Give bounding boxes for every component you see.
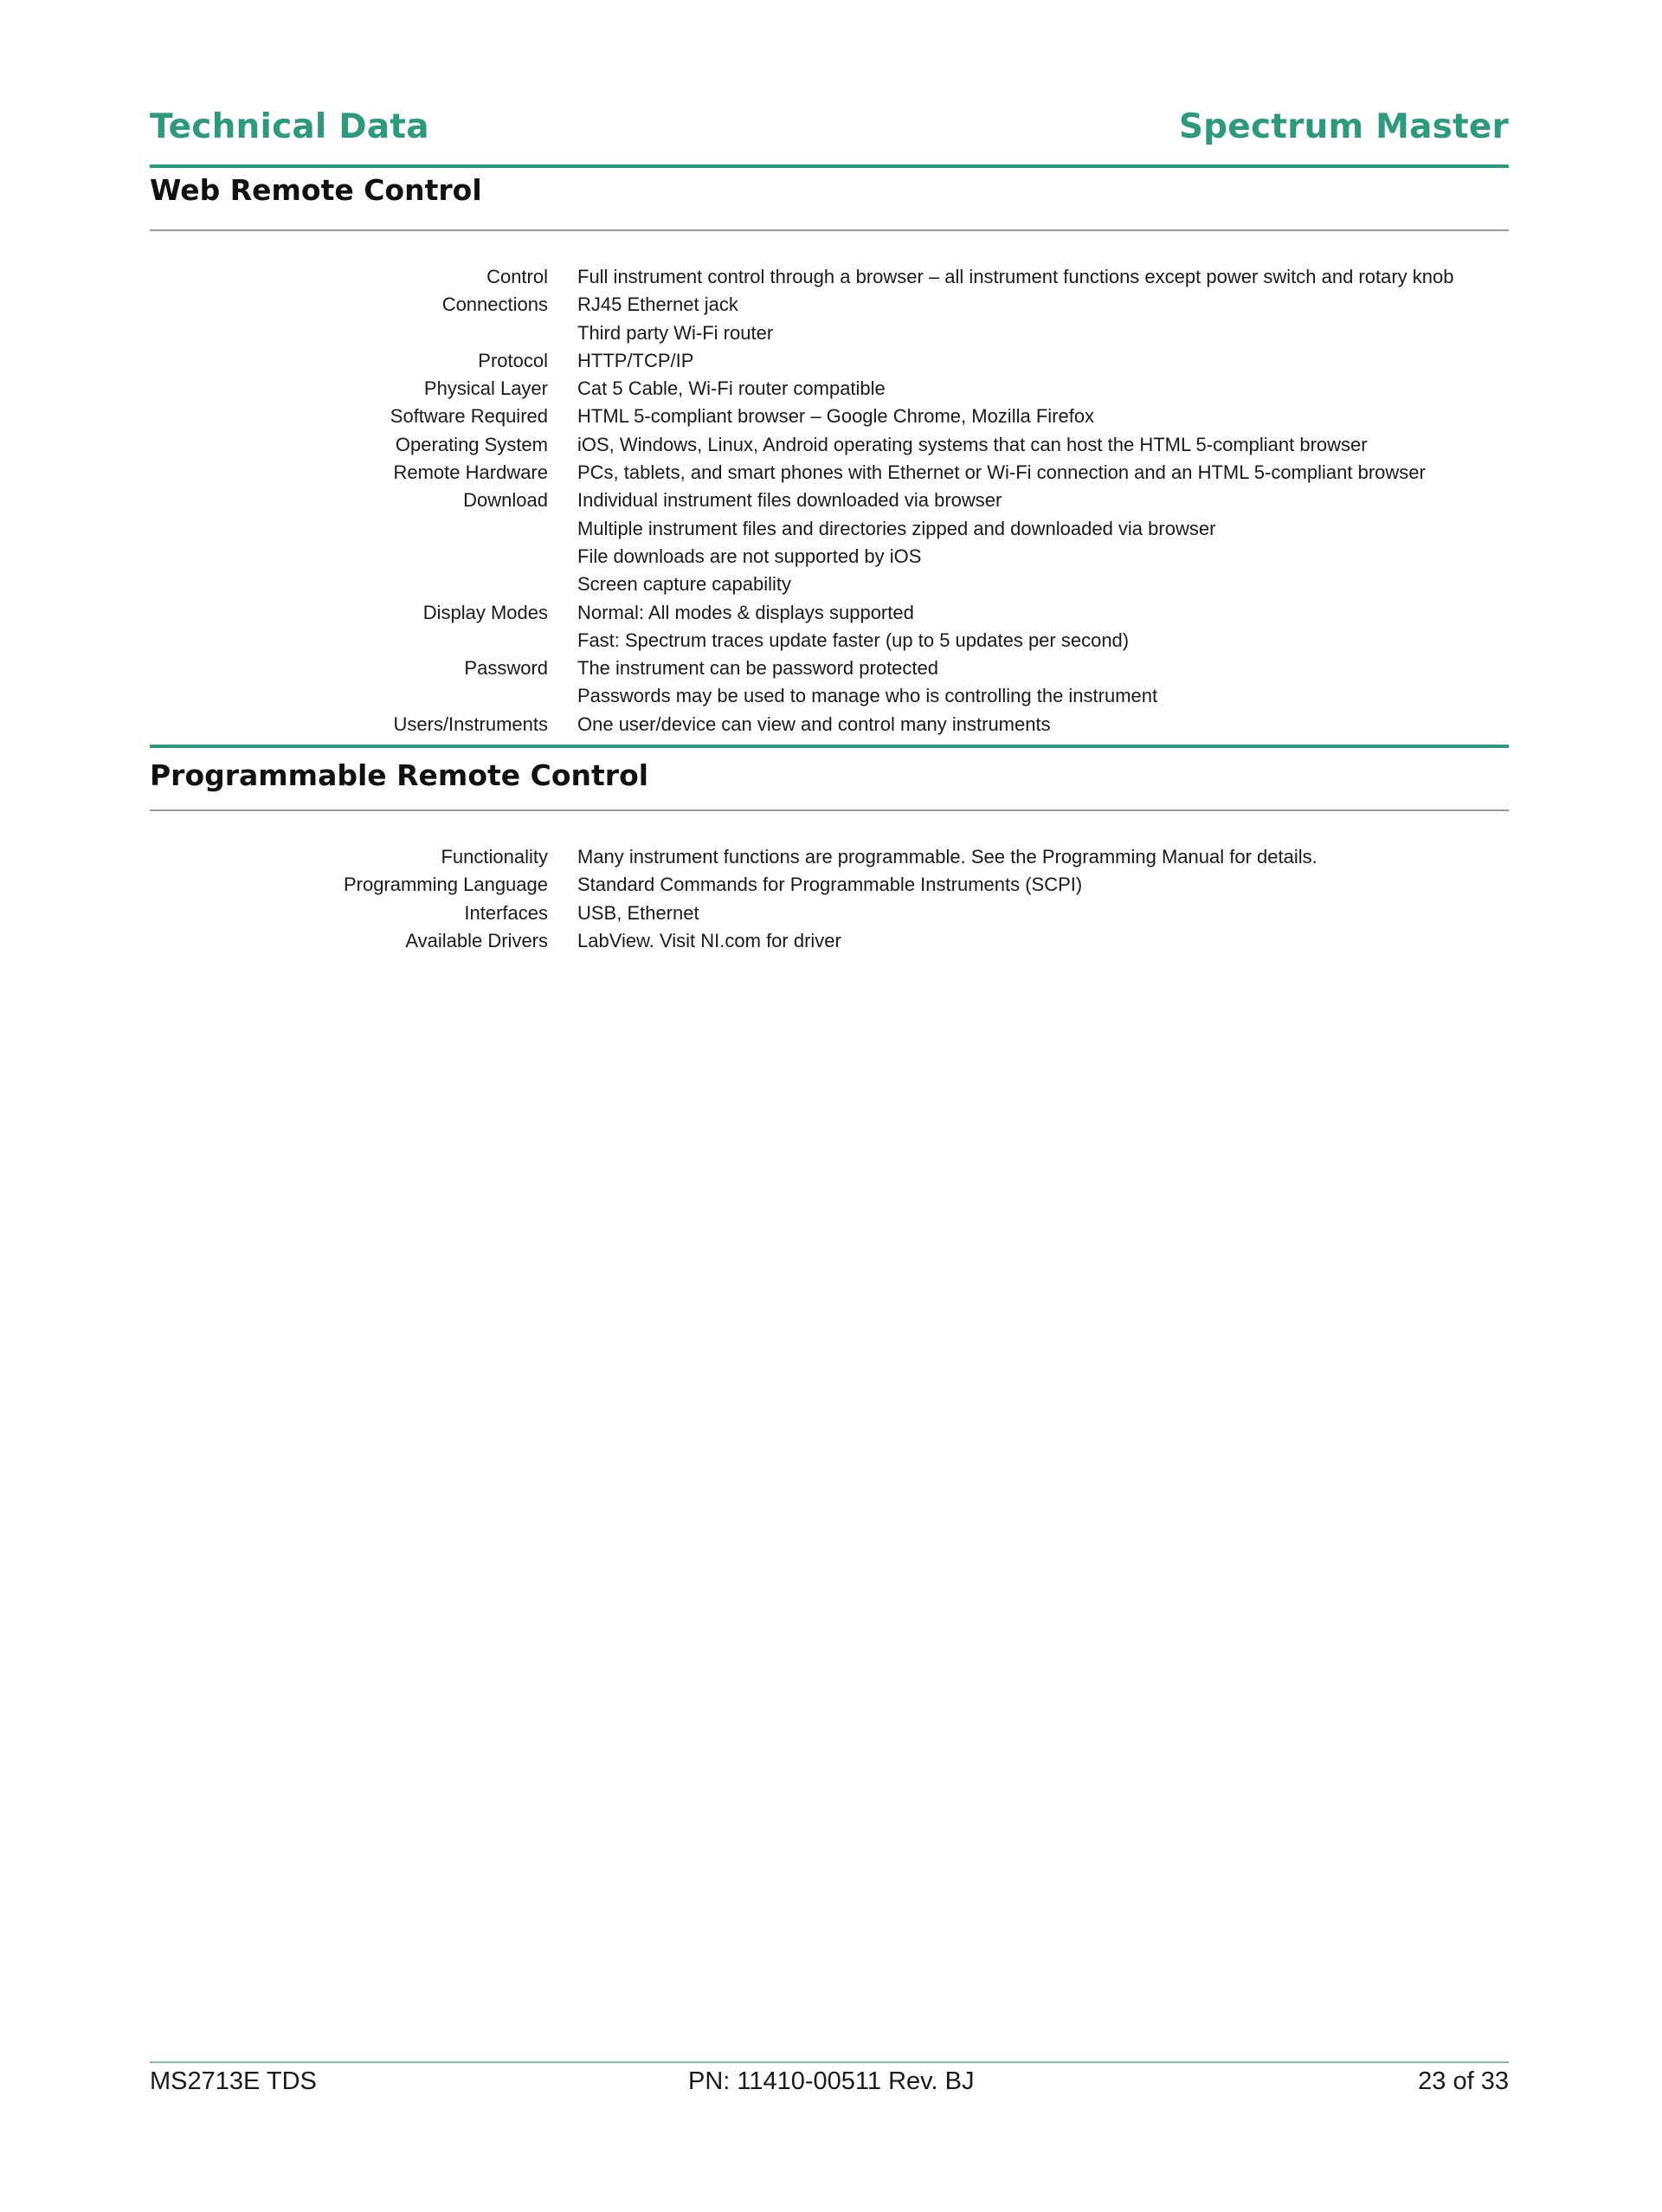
spec-row xyxy=(150,487,1509,514)
spec-label: Users/Instruments xyxy=(393,713,548,735)
spec-row xyxy=(150,459,1509,487)
spec-label: Available Drivers xyxy=(405,929,548,951)
spec-row xyxy=(150,291,1509,319)
spec-value: Cat 5 Cable, Wi-Fi router compatible xyxy=(577,377,886,400)
spec-row xyxy=(150,347,1509,375)
spec-row xyxy=(150,571,1509,598)
spec-label: Operating System xyxy=(395,433,548,455)
spec-label: Download xyxy=(463,489,548,512)
page-header xyxy=(150,102,1509,168)
spec-value: PCs, tablets, and smart phones with Ethernet or Wi-Fi connection and an HTML 5-compliant browser xyxy=(577,461,1426,484)
spec-value: One user/device can view and control many instruments xyxy=(577,713,1051,735)
spec-row xyxy=(150,655,1509,682)
spec-row xyxy=(150,319,1509,347)
section-divider xyxy=(150,809,1509,811)
spec-value: Individual instrument files downloaded via browser xyxy=(577,489,1002,512)
spec-value: Fast: Spectrum traces update faster (up to 5 updates per second) xyxy=(577,629,1130,651)
spec-value: Full instrument control through a browser – all instrument functions except power switch and rotary knob xyxy=(577,266,1454,287)
spec-value: RJ45 Ethernet jack xyxy=(577,293,738,316)
spec-row xyxy=(150,515,1509,543)
spec-label: Remote Hardware xyxy=(393,461,548,484)
spec-row xyxy=(150,871,1509,899)
spec-label: Display Modes xyxy=(422,601,548,623)
spec-row xyxy=(150,682,1509,710)
spec-row xyxy=(150,431,1509,459)
spec-value: Multiple instrument files and directories zipped and downloaded via browser xyxy=(577,517,1216,539)
footer-page-number: 23 of 33 xyxy=(1418,2067,1509,2095)
footer-doc-id: MS2713E TDS xyxy=(150,2067,317,2095)
spec-label: Programming Language xyxy=(343,874,548,896)
footer-divider xyxy=(150,2061,1509,2063)
spec-value: iOS, Windows, Linux, Android operating systems that can host the HTML 5-compliant browser xyxy=(577,433,1368,455)
spec-label: Functionality xyxy=(441,846,548,867)
spec-value: Normal: All modes & displays supported xyxy=(577,601,914,623)
header-title-right: Spectrum Master xyxy=(1178,107,1509,146)
spec-label: Protocol xyxy=(478,349,548,371)
spec-row xyxy=(150,900,1509,927)
spec-value: File downloads are not supported by iOS xyxy=(577,545,922,567)
page-footer xyxy=(150,2064,1509,2104)
programmable-remote-control-table xyxy=(150,843,1509,955)
spec-row xyxy=(150,543,1509,571)
spec-label: Connections xyxy=(441,293,548,316)
spec-value: The instrument can be password protected xyxy=(577,657,939,680)
spec-row xyxy=(150,627,1509,655)
spec-value: Standard Commands for Programmable Instruments (SCPI) xyxy=(577,874,1083,896)
document-page xyxy=(150,0,1509,2212)
spec-row xyxy=(150,927,1509,955)
spec-value: HTTP/TCP/IP xyxy=(577,349,694,371)
spec-row xyxy=(150,263,1509,291)
spec-value: LabView. Visit NI.com for driver xyxy=(577,929,841,951)
spec-row xyxy=(150,711,1509,738)
section-title-programmable-remote-control: Programmable Remote Control xyxy=(150,758,649,792)
section-title-web-remote-control: Web Remote Control xyxy=(150,173,482,207)
spec-label: Control xyxy=(486,266,548,287)
header-title-left: Technical Data xyxy=(150,107,429,146)
spec-row xyxy=(150,843,1509,871)
web-remote-control-table xyxy=(150,263,1509,738)
footer-part-number: PN: 11410-00511 Rev. BJ xyxy=(688,2067,975,2095)
spec-label: Physical Layer xyxy=(423,377,548,400)
spec-label: Password xyxy=(464,657,548,680)
spec-value: USB, Ethernet xyxy=(577,901,699,924)
spec-row xyxy=(150,375,1509,403)
section-divider xyxy=(150,229,1509,231)
spec-value: Third party Wi-Fi router xyxy=(577,321,774,344)
spec-value: HTML 5-compliant browser – Google Chrome, Mozilla Firefox xyxy=(577,405,1095,428)
spec-value: Screen capture capability xyxy=(577,573,792,596)
spec-value: Passwords may be used to manage who is controlling the instrument xyxy=(577,685,1158,707)
spec-label: Software Required xyxy=(390,405,548,428)
spec-value: Many instrument functions are programmable. See the Programming Manual for details. xyxy=(577,846,1317,867)
section-divider-green xyxy=(150,745,1509,748)
spec-label: Interfaces xyxy=(464,901,548,924)
spec-row xyxy=(150,599,1509,627)
spec-row xyxy=(150,403,1509,430)
